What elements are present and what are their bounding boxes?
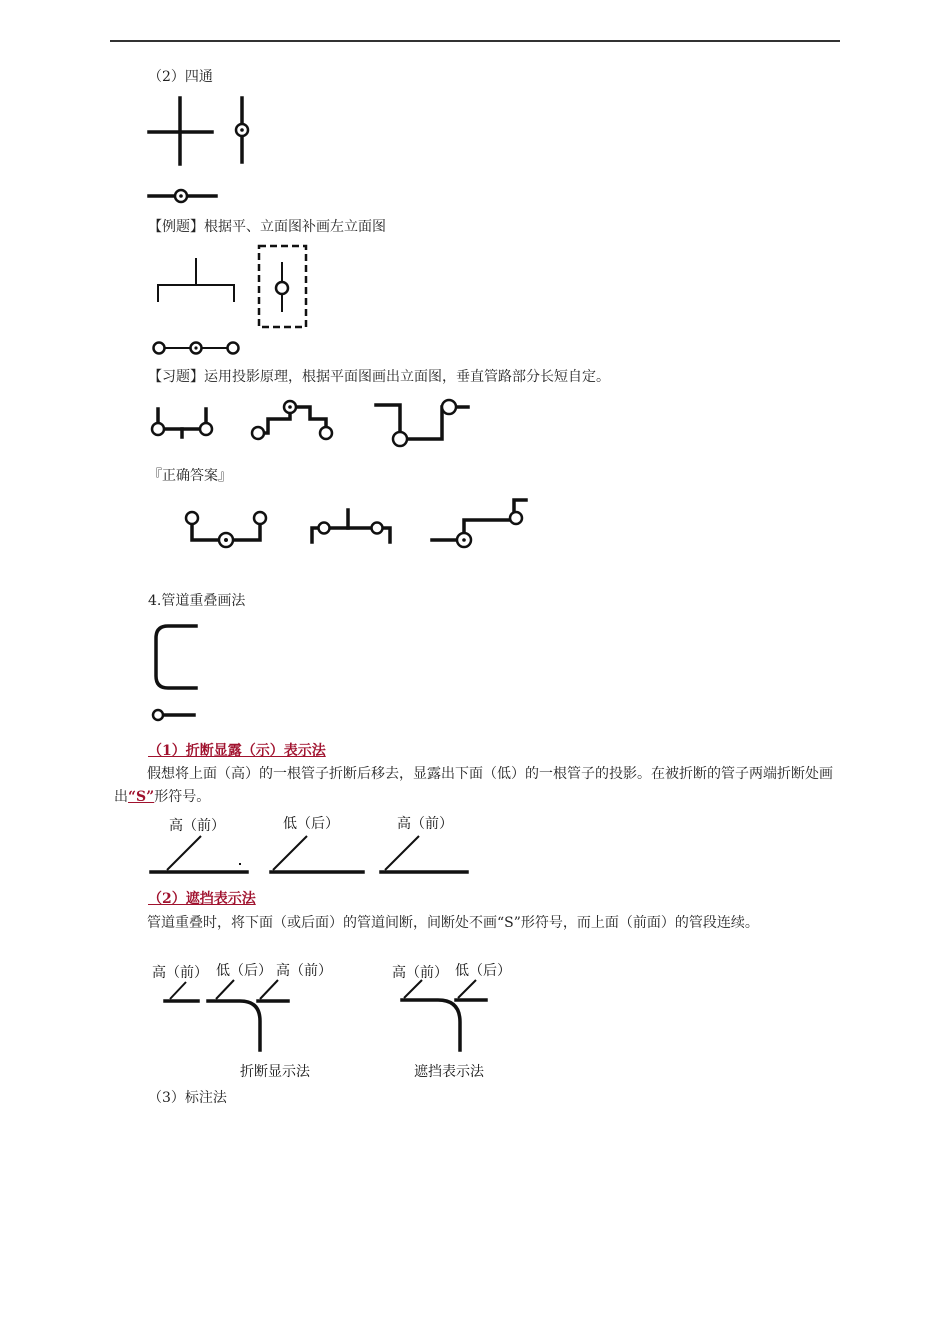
- exercise-figure: [140, 395, 480, 455]
- hide-method-paragraph: 管道重叠时，将下面（或后面）的管道间断，间断处不画“S”形符号，而上面（前面）的管段连续。: [147, 915, 759, 931]
- example-title: 【例题】根据平、立面图补画左立面图: [148, 219, 386, 235]
- answer-title: 『正确答案』: [148, 468, 232, 484]
- hide-method-title: （2）遮挡表示法: [148, 891, 256, 907]
- section-four-way-title: （2）四通: [148, 69, 213, 85]
- exercise-3-ring-bottom: [393, 432, 407, 446]
- overlap-plan-ring: [153, 710, 163, 720]
- four-way-symbols-figure: [140, 92, 240, 212]
- break-method-s-symbol: “S”: [128, 789, 155, 805]
- header-rule: [110, 40, 840, 42]
- combo-left-label-2: 低（后）: [216, 963, 272, 979]
- break-method-figure: [145, 812, 485, 882]
- exercise-2-ring-left: [252, 427, 264, 439]
- combo-right-label-1: 高（前）: [392, 965, 448, 981]
- exercise-3-ring-top: [442, 400, 456, 414]
- break-method-text-a: 假想将上面（高）的一根管子折断后移去，显露出下面（低）的一根管子的投影。在被折断的管子两端折断处画出: [114, 766, 833, 805]
- exercise-2-ring-right: [320, 427, 332, 439]
- example-answer-ring: [276, 282, 288, 294]
- answer-1-ring-left: [186, 512, 198, 524]
- mark-method-title: （3）标注法: [148, 1090, 227, 1106]
- example-plan-ring-left: [154, 343, 165, 354]
- break-method-title: （1）折断显露（示）表示法: [148, 743, 326, 759]
- exercise-1-ring-right: [200, 423, 212, 435]
- exercise-title: 【习题】运用投影原理，根据平面图画出立面图，垂直管路部分长短自定。: [148, 369, 610, 385]
- break-label-1: 高（前）: [169, 818, 225, 834]
- combo-left-label-3: 高（前）: [276, 963, 332, 979]
- combo-right-label-2: 低（后）: [455, 963, 511, 979]
- overlap-u-pipe: [156, 626, 196, 688]
- example-front-view-pipe: [158, 285, 234, 302]
- combo-left-label-1: 高（前）: [152, 965, 208, 981]
- overlap-title: 4.管道重叠画法: [148, 593, 246, 609]
- answer-2-ring-right: [372, 523, 383, 534]
- exercise-1-ring-left: [152, 423, 164, 435]
- answer-figure: [180, 494, 540, 554]
- overlap-figure: [140, 618, 220, 728]
- example-plan-ring-right: [228, 343, 239, 354]
- break-method-text-b: 形符号。: [154, 789, 211, 805]
- four-way-plan-dot: [179, 194, 183, 198]
- combo-caption-break: 折断显示法: [240, 1064, 310, 1080]
- break-label-2: 低（后）: [283, 816, 339, 832]
- four-way-riser-dot: [240, 128, 244, 132]
- combo-figure: [140, 958, 540, 1088]
- example-figure: [148, 240, 318, 360]
- answer-3-ring-top: [510, 512, 522, 524]
- break-label-3: 高（前）: [397, 816, 453, 832]
- answer-1-ring-right: [254, 512, 266, 524]
- example-plan-dot-middle: [194, 346, 197, 349]
- break-method-paragraph: [114, 763, 844, 809]
- answer-2-ring-left: [319, 523, 330, 534]
- combo-caption-hide: 遮挡表示法: [414, 1064, 484, 1080]
